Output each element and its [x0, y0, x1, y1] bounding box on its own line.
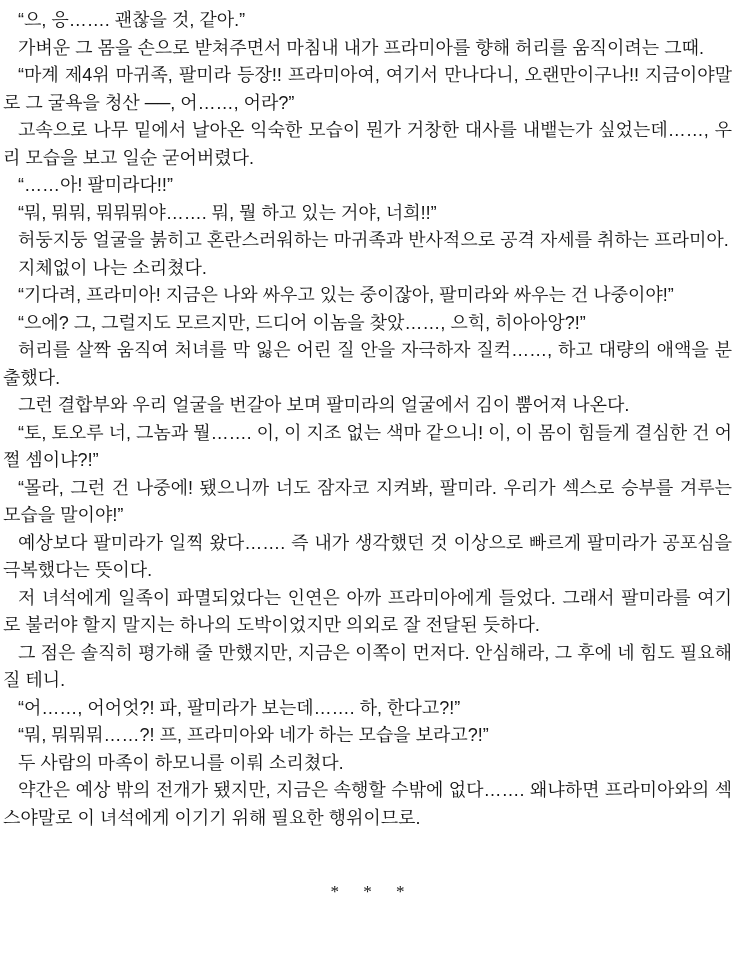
paragraph: “몰라, 그런 건 나중에! 됐으니까 너도 잠자코 지켜봐, 팔미라. 우리가 섹스로 승부를 겨루는 모습을 말이야!”	[3, 477, 732, 525]
paragraph: 예상보다 팔미라가 일찍 왔다……. 즉 내가 생각했던 것 이상으로 빠르게 팔미라가 공포심을 극복했다는 뜻이다.	[3, 532, 732, 580]
paragraph: 고속으로 나무 밑에서 날아온 익숙한 모습이 뭔가 거창한 대사를 내뱉는가 싶었는데……, 우리 모습을 보고 일순 굳어버렸다.	[3, 120, 732, 168]
paragraph: 약간은 예상 밖의 전개가 됐지만, 지금은 속행할 수밖에 없다……. 왜냐하면 프라미아와의 섹스야말로 이 녀석에게 이기기 위해 필요한 행위이므로.	[3, 780, 732, 828]
paragraph: “으, 응……. 괜찮을 것, 같아.”	[18, 10, 246, 30]
paragraph: “마계 제4위 마귀족, 팔미라 등장!! 프라미아여, 여기서 만나다니, 오랜만이구나!! 지금이야말로 그 굴욕을 청산 ──, 어……, 어라?”	[3, 65, 732, 113]
paragraph: “뭐, 뭐뭐, 뭐뭐뭐야……. 뭐, 뭘 하고 있는 거야, 너희!!”	[18, 202, 437, 223]
paragraph: 지체없이 나는 소리쳤다.	[18, 257, 207, 278]
paragraph: “토, 토오루 너, 그놈과 뭘……. 이, 이 지조 없는 색마 같으니! 이, 이 몸이 힘들게 결심한 건 어쩔 셈이냐?!”	[3, 422, 732, 470]
paragraph: 가벼운 그 몸을 손으로 받쳐주면서 마침내 내가 프라미아를 향해 허리를 움직이려는 그때.	[18, 37, 704, 58]
paragraph: 허둥지둥 얼굴을 붉히고 혼란스러워하는 마귀족과 반사적으로 공격 자세를 취하는 프라미아.	[18, 230, 729, 250]
section-separator: * * *	[330, 882, 415, 901]
paragraph: 그런 결합부와 우리 얼굴을 번갈아 보며 팔미라의 얼굴에서 김이 뿜어져 나온다.	[18, 395, 630, 415]
paragraph: “……아! 팔미라다!!”	[18, 175, 173, 195]
paragraph: “어……, 어어엇?! 파, 팔미라가 보는데……. 하, 한다고?!”	[18, 697, 461, 718]
paragraph: “기다려, 프라미아! 지금은 나와 싸우고 있는 중이잖아, 팔미라와 싸우는 건 나중이야!”	[18, 285, 674, 305]
paragraph: 저 녀석에게 일족이 파멸되었다는 인연은 아까 프라미아에게 들었다. 그래서 팔미라를 여기로 불러야 할지 말지는 하나의 도박이었지만 의외로 잘 전달된 듯하다.	[3, 587, 732, 635]
paragraph: 허리를 살짝 움직여 처녀를 막 잃은 어린 질 안을 자극하자 질컥……, 하고 대량의 애액을 분출했다.	[3, 340, 732, 388]
paragraph: “뭐, 뭐뭐뭐……?! 프, 프라미아와 네가 하는 모습을 보라고?!”	[18, 725, 489, 745]
paragraph: “으에? 그, 그럴지도 모르지만, 드디어 이놈을 찾았……, 으힉, 히아아앙?!”	[18, 312, 586, 333]
paragraph: 두 사람의 마족이 하모니를 이뤄 소리쳤다.	[18, 752, 344, 773]
paragraph: 그 점은 솔직히 평가해 줄 만했지만, 지금은 이쪽이 먼저다. 안심해라, 그 후에 네 힘도 필요해질 테니.	[3, 642, 732, 690]
